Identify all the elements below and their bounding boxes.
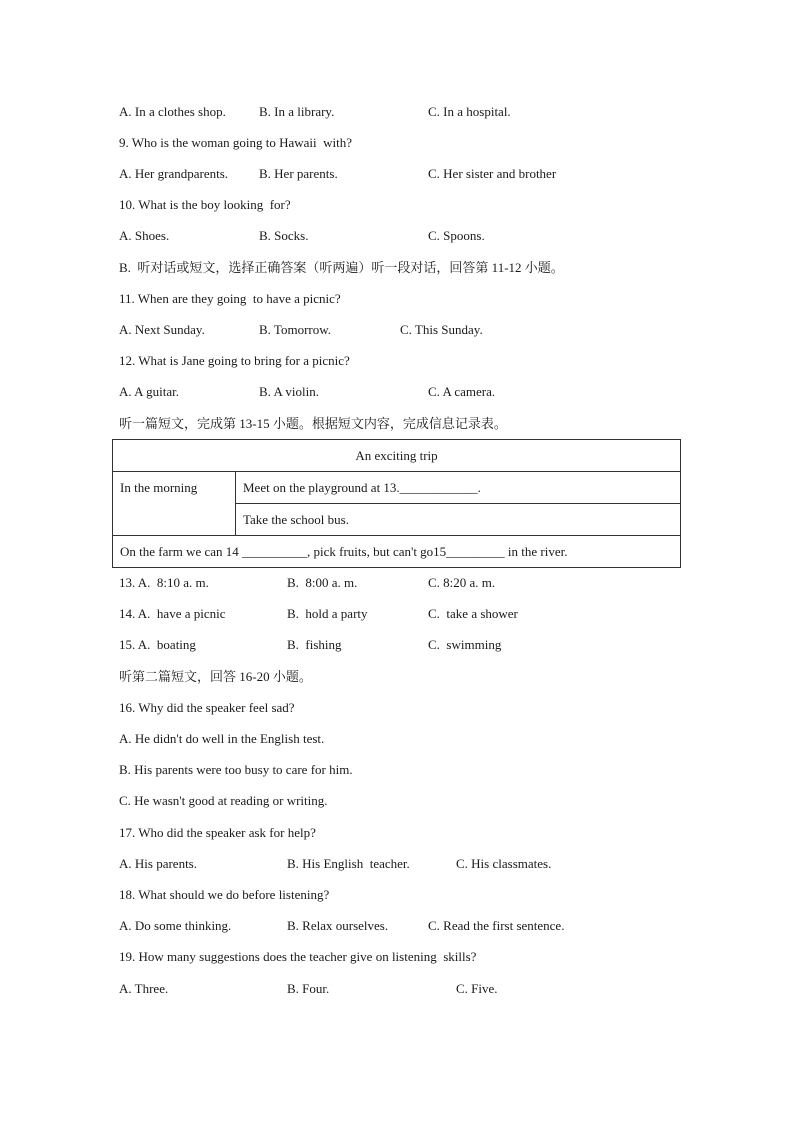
q11-option-a: A. Next Sunday.	[119, 322, 205, 337]
q13-option-b: B. 8:00 a. m.	[287, 575, 358, 590]
q19-option-b: B. Four.	[287, 981, 330, 996]
section-b-instructions: B. 听对话或短文，选择正确答案（听两遍）听一段对话，回答第 11-12 小题。	[119, 260, 564, 275]
q9-option-a: A. Her grandparents.	[119, 166, 229, 181]
q18-option-a: A. Do some thinking.	[119, 918, 232, 933]
table-row-bus: Take the school bus.	[236, 504, 681, 536]
q17-option-c: C. His classmates.	[456, 856, 552, 871]
q8-option-b: B. In a library.	[259, 104, 335, 119]
q12-option-a: A. A guitar.	[119, 384, 179, 399]
table-title: An exciting trip	[113, 440, 681, 472]
q11-option-b: B. Tomorrow.	[259, 322, 332, 337]
table-morning-label: In the morning	[113, 472, 236, 536]
q9-question: 9. Who is the woman going to Hawaii with?	[119, 135, 353, 150]
q14-option-c: C. take a shower	[428, 606, 518, 621]
q9-option-c: C. Her sister and brother	[428, 166, 557, 181]
info-record-table	[112, 439, 681, 568]
q15-option-b: B. fishing	[287, 637, 342, 652]
q16-question: 16. Why did the speaker feel sad?	[119, 700, 295, 715]
q13-option-a: 13. A. 8:10 a. m.	[119, 575, 209, 590]
q17-question: 17. Who did the speaker ask for help?	[119, 825, 316, 840]
q11-option-c: C. This Sunday.	[400, 322, 483, 337]
q16-option-a: A. He didn't do well in the English test.	[119, 731, 325, 746]
q10-question: 10. What is the boy looking for?	[119, 197, 291, 212]
q15-option-a: 15. A. boating	[119, 637, 196, 652]
q8-option-a: A. In a clothes shop.	[119, 104, 226, 119]
q10-option-a: A. Shoes.	[119, 228, 170, 243]
q19-question: 19. How many suggestions does the teacher give on listening skills?	[119, 949, 477, 964]
q8-option-c: C. In a hospital.	[428, 104, 511, 119]
q18-option-b: B. Relax ourselves.	[287, 918, 389, 933]
q17-option-a: A. His parents.	[119, 856, 197, 871]
q9-option-b: B. Her parents.	[259, 166, 338, 181]
q12-option-c: C. A camera.	[428, 384, 496, 399]
q13-option-c: C. 8:20 a. m.	[428, 575, 496, 590]
q12-option-b: B. A violin.	[259, 384, 319, 399]
q16-option-c: C. He wasn't good at reading or writing.	[119, 793, 328, 808]
q19-option-c: C. Five.	[456, 981, 498, 996]
q16-option-b: B. His parents were too busy to care for him.	[119, 762, 353, 777]
q10-option-c: C. Spoons.	[428, 228, 485, 243]
q14-option-a: 14. A. have a picnic	[119, 606, 226, 621]
q10-option-b: B. Socks.	[259, 228, 309, 243]
q18-question: 18. What should we do before listening?	[119, 887, 330, 902]
q17-option-b: B. His English teacher.	[287, 856, 410, 871]
q12-question: 12. What is Jane going to bring for a picnic?	[119, 353, 350, 368]
table-row-meet: Meet on the playground at 13.____________.	[236, 472, 681, 504]
passage2-instructions: 听第二篇短文，回答 16-20 小题。	[119, 669, 312, 684]
q18-option-c: C. Read the first sentence.	[428, 918, 565, 933]
q19-option-a: A. Three.	[119, 981, 169, 996]
passage1-instructions: 听一篇短文，完成第 13-15 小题。根据短文内容，完成信息记录表。	[119, 416, 507, 431]
table-row-farm: On the farm we can 14 __________, pick fruits, but can't go15_________ in the river.	[113, 536, 681, 568]
q11-question: 11. When are they going to have a picnic?	[119, 291, 341, 306]
q14-option-b: B. hold a party	[287, 606, 368, 621]
q15-option-c: C. swimming	[428, 637, 502, 652]
